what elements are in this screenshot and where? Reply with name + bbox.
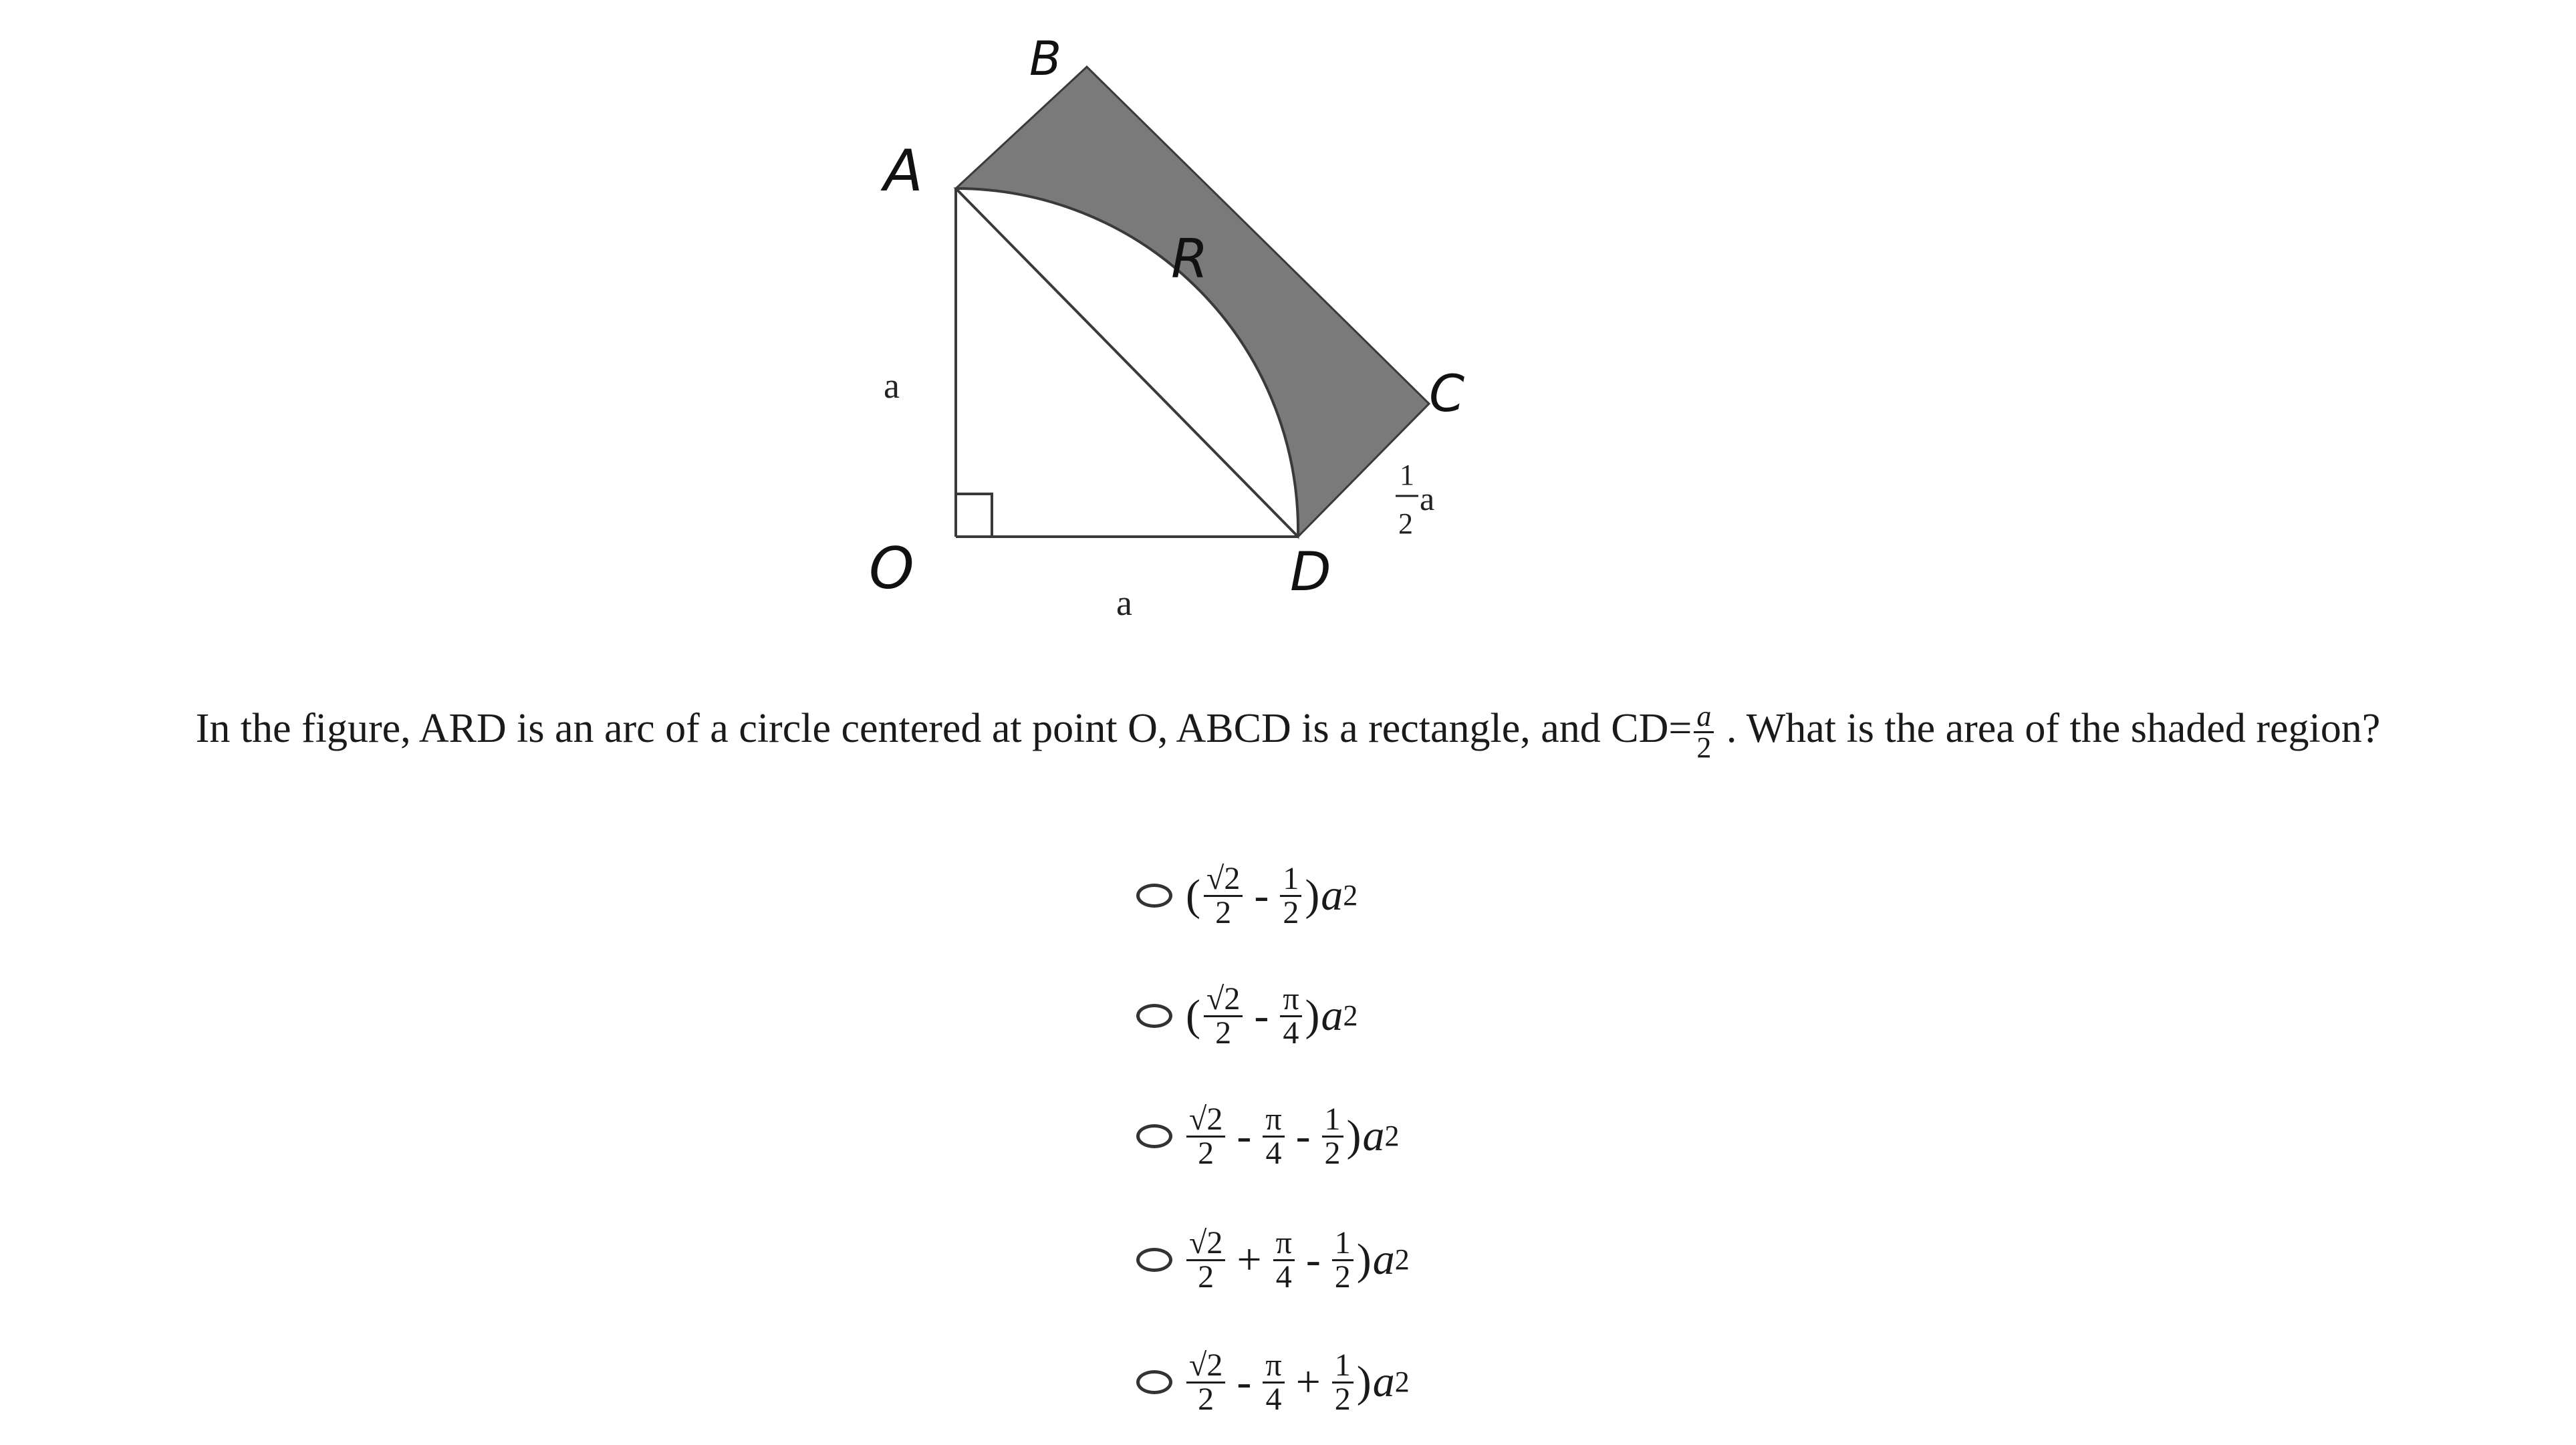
fraction-numerator: 1 xyxy=(1322,1103,1343,1138)
operator: - xyxy=(1237,1111,1252,1160)
close-paren: ) xyxy=(1305,871,1320,920)
radio-button[interactable] xyxy=(1136,1124,1172,1148)
cd-fraction-denominator: 2 xyxy=(1398,507,1413,540)
fraction-denominator: 4 xyxy=(1265,1135,1282,1171)
label-b: B xyxy=(1029,31,1062,86)
question-fraction-den: 2 xyxy=(1696,731,1712,765)
fraction-numerator: 1 xyxy=(1280,863,1301,897)
fraction xyxy=(1332,1349,1354,1416)
close-paren: ) xyxy=(1356,1357,1372,1406)
radio-button[interactable] xyxy=(1136,884,1172,908)
operator: - xyxy=(1254,871,1269,920)
label-c: C xyxy=(1429,364,1465,423)
variable-a: a xyxy=(1321,871,1343,920)
fraction-numerator: √2 xyxy=(1186,1103,1225,1138)
fraction xyxy=(1273,1224,1295,1295)
operator: - xyxy=(1295,1111,1311,1160)
close-paren: ) xyxy=(1346,1111,1362,1160)
radio-button[interactable] xyxy=(1136,1248,1172,1272)
fraction-numerator: √2 xyxy=(1204,983,1243,1017)
question-text xyxy=(0,695,2576,763)
fraction xyxy=(1280,980,1301,1051)
close-paren: ) xyxy=(1305,991,1320,1040)
fraction xyxy=(1322,1103,1343,1170)
fraction xyxy=(1280,860,1301,930)
fraction xyxy=(1186,1349,1225,1416)
fraction xyxy=(1263,1349,1284,1416)
question-text-before: In the figure, ARD is an arc of a circle centered at point O, ABCD is a rectangle, and CD= xyxy=(195,706,1692,751)
fraction xyxy=(1332,1224,1354,1295)
shaded-region xyxy=(956,67,1429,537)
fraction-denominator: 4 xyxy=(1265,1381,1282,1417)
fraction-numerator: √2 xyxy=(1204,863,1243,897)
radio-button[interactable] xyxy=(1136,1004,1172,1028)
fraction xyxy=(1204,860,1243,930)
fraction-numerator: √2 xyxy=(1186,1349,1225,1384)
fraction xyxy=(1186,1224,1225,1295)
fraction xyxy=(1263,1103,1284,1170)
fraction-denominator: 4 xyxy=(1283,1015,1299,1051)
right-angle-marker xyxy=(956,494,992,537)
open-paren: ( xyxy=(1186,871,1200,920)
fraction-denominator: 2 xyxy=(1215,894,1232,930)
fraction-denominator: 2 xyxy=(1283,894,1299,930)
fraction-denominator: 2 xyxy=(1198,1135,1214,1171)
variable-a: a xyxy=(1372,1357,1395,1406)
fraction-denominator: 4 xyxy=(1275,1259,1292,1295)
fraction-denominator: 2 xyxy=(1334,1381,1351,1417)
question-fraction-num: a xyxy=(1694,702,1714,733)
side-label-oa: a xyxy=(884,366,900,406)
fraction-numerator: π xyxy=(1273,1227,1295,1261)
open-paren: ( xyxy=(1186,991,1200,1040)
label-r: R xyxy=(1171,228,1208,290)
fraction-denominator: 2 xyxy=(1324,1135,1341,1171)
fraction xyxy=(1186,1103,1225,1170)
variable-a: a xyxy=(1321,991,1343,1040)
answer-option[interactable]: ( $\frac{√2}{2}$ - $\frac{1}{2}$ ) a 2 xyxy=(1136,849,1358,942)
fraction-denominator: 2 xyxy=(1334,1259,1351,1295)
operator: + xyxy=(1237,1235,1262,1284)
operator: - xyxy=(1254,991,1269,1040)
fraction-numerator: √2 xyxy=(1186,1227,1225,1261)
fraction xyxy=(1204,980,1243,1051)
geometry-figure xyxy=(0,0,2576,668)
fraction-numerator: 1 xyxy=(1332,1227,1354,1261)
cd-fraction-numerator: 1 xyxy=(1400,458,1414,491)
fraction-denominator: 2 xyxy=(1198,1259,1214,1295)
label-o: O xyxy=(869,535,914,602)
label-a: A xyxy=(884,138,923,205)
answer-option[interactable]: $\frac{√2}{2}$ - $\frac{\pi}{4}$ - $\frac{1}{2}$ ) a 2 xyxy=(1136,1089,1400,1183)
fraction-numerator: π xyxy=(1280,983,1301,1017)
answer-option[interactable]: $\frac{√2}{2}$ + $\frac{\pi}{4}$ - $\frac{1}{2}$ ) a 2 xyxy=(1136,1213,1410,1307)
fraction-numerator: π xyxy=(1263,1103,1284,1138)
question-text-after: . What is the area of the shaded region? xyxy=(1716,706,2381,751)
variable-a: a xyxy=(1372,1235,1395,1284)
answer-option[interactable]: ( $\frac{√2}{2}$ - $\frac{\pi}{4}$ ) a 2 xyxy=(1136,969,1358,1063)
close-paren: ) xyxy=(1356,1235,1372,1284)
label-d: D xyxy=(1290,541,1331,603)
operator: - xyxy=(1237,1357,1252,1406)
fraction-denominator: 2 xyxy=(1198,1381,1214,1417)
operator: + xyxy=(1295,1357,1321,1406)
fraction-numerator: π xyxy=(1263,1349,1284,1384)
cd-fraction-variable: a xyxy=(1420,480,1435,517)
fraction-denominator: 2 xyxy=(1215,1015,1232,1051)
radio-button[interactable] xyxy=(1136,1370,1172,1394)
variable-a: a xyxy=(1362,1111,1385,1160)
question-fraction xyxy=(1694,702,1714,763)
answer-option[interactable]: $\frac{√2}{2}$ - $\frac{\pi}{4}$ + $\frac{1}{2}$ ) a 2 xyxy=(1136,1335,1410,1429)
side-label-od: a xyxy=(1116,583,1132,623)
fraction-numerator: 1 xyxy=(1332,1349,1354,1384)
operator: - xyxy=(1305,1235,1321,1284)
